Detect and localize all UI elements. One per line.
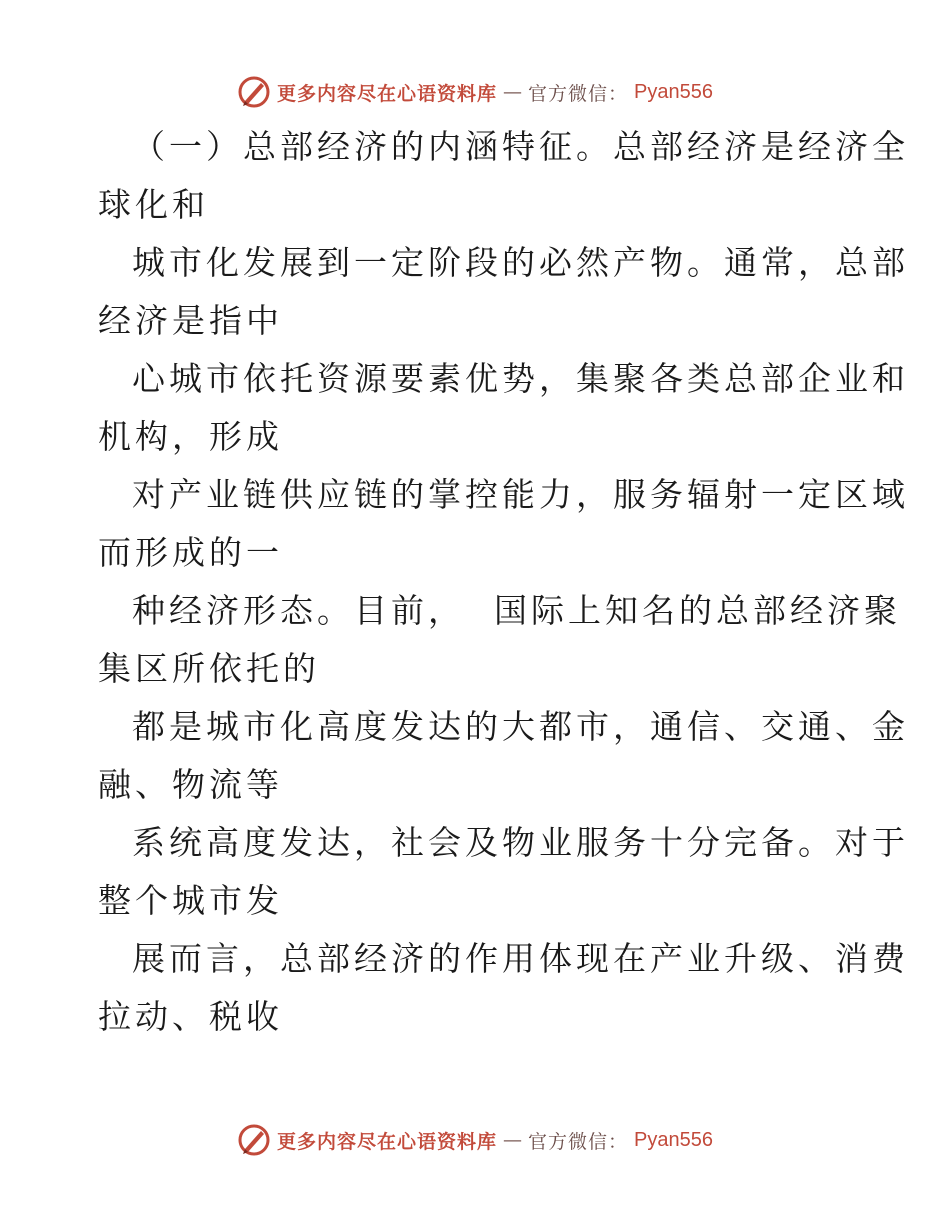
- paragraph-line: 心城市依托资源要素优势，集聚各类总部企业和: [132, 359, 909, 398]
- document-body: [98, 118, 909, 1046]
- paragraph-line: 融、物流等: [98, 765, 283, 804]
- paragraph-line: 球化和: [98, 185, 209, 224]
- banner-main-text: 更多内容尽在心语资料库: [277, 1130, 498, 1153]
- header-watermark-banner: [0, 72, 950, 112]
- paragraph-line: （一）总部经济的内涵特征。总部经济是经济全: [132, 127, 909, 166]
- banner-separator: —: [503, 81, 523, 103]
- paragraph-line: 都是城市化高度发达的大都市，通信、交通、金: [132, 707, 909, 746]
- pen-logo-icon: [237, 1123, 271, 1157]
- footer-watermark-banner: [0, 1120, 950, 1160]
- paragraph-line: 经济是指中: [98, 301, 283, 340]
- banner-main-text: 更多内容尽在心语资料库: [277, 82, 498, 105]
- banner-wechat-id: Pyan556: [634, 1128, 713, 1151]
- paragraph-line: 机构，形成: [98, 417, 283, 456]
- paragraph-line: 展而言，总部经济的作用体现在产业升级、消费: [132, 939, 909, 978]
- paragraph-line: 系统高度发达，社会及物业服务十分完备。对于: [132, 823, 909, 862]
- banner-wechat-id: Pyan556: [634, 80, 713, 103]
- pen-logo-icon: [237, 75, 271, 109]
- banner-wechat-label: 官方微信：: [528, 1130, 629, 1153]
- paragraph-line: 整个城市发: [98, 881, 283, 920]
- paragraph-line: 拉动、税收: [98, 997, 283, 1036]
- paragraph-line: 种经济形态。目前， 国际上知名的总部经济聚: [132, 591, 901, 630]
- banner-separator: —: [503, 1129, 523, 1151]
- paragraph-line: 对产业链供应链的掌控能力，服务辐射一定区域: [132, 475, 909, 514]
- paragraph-line: 城市化发展到一定阶段的必然产物。通常，总部: [132, 243, 909, 282]
- banner-wechat-label: 官方微信：: [528, 82, 629, 105]
- paragraph-line: 而形成的一: [98, 533, 283, 572]
- paragraph-line: 集区所依托的: [98, 649, 320, 688]
